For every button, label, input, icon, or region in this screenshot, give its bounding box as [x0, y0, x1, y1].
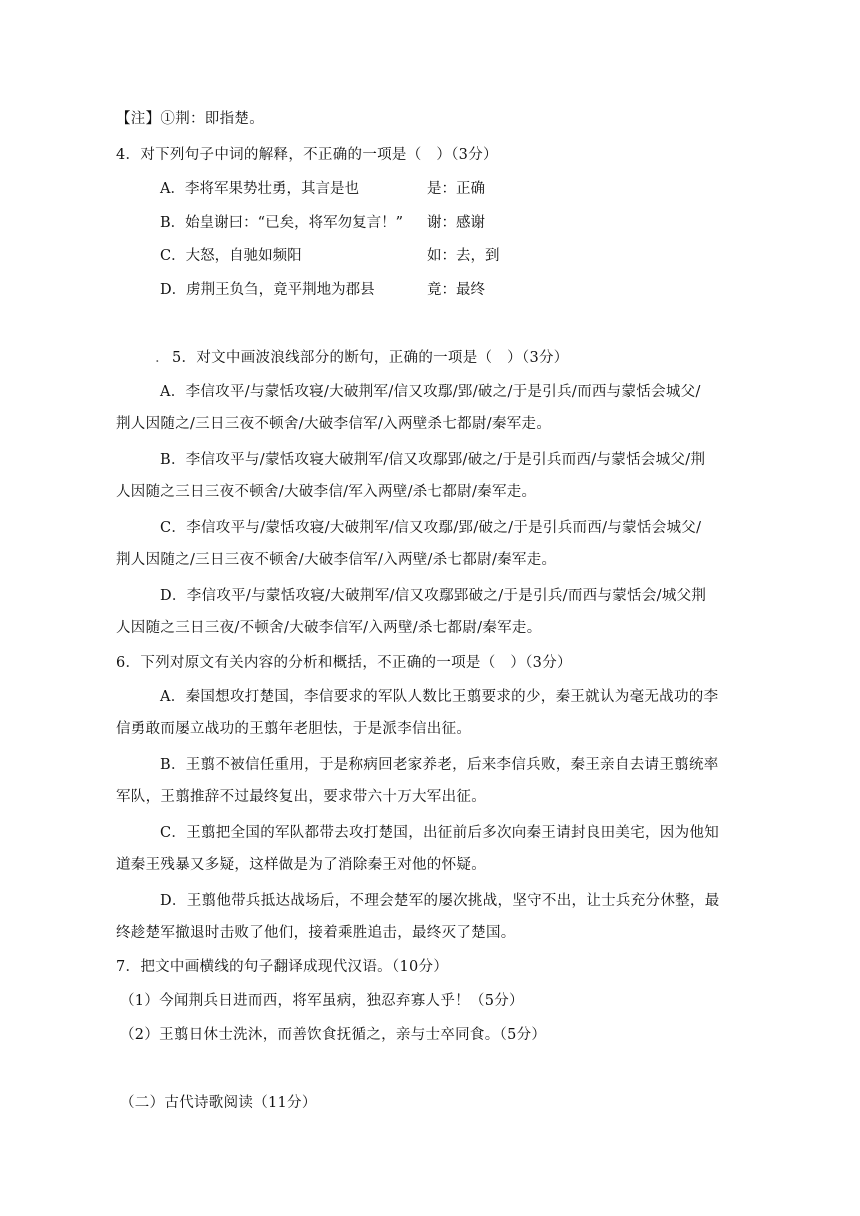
q5-option-c-line2: 荆人因随之/三日三夜不顿舍/大破李信军/入两壁/杀七都尉/秦军走。: [116, 552, 557, 568]
q4-stem: 4．对下列句子中词的解释，不正确的一项是（ ）（3分）: [116, 147, 498, 163]
q6-option-c-line1: C．王翦把全国的军队都带去攻打楚国，出征前后多次向秦王请封良田美宅，因为他知: [160, 825, 719, 841]
q5-option-b-line2: 人因随之三日三夜不顿舍/大破李信/军入两壁/杀七都尉/秦军走。: [116, 484, 537, 500]
q4-option-d-gloss: 竟：最终: [427, 282, 485, 298]
annotation-note: 【注】①荆：即指楚。: [116, 111, 264, 127]
q7-stem: 7．把文中画横线的句子翻译成现代汉语。（10分）: [116, 959, 449, 975]
section-heading: （二）古代诗歌阅读（11分）: [120, 1095, 317, 1111]
q6-option-b-line1: B．王翦不被信任重用，于是称病回老家养老，后来李信兵败，秦王亲自去请王翦统率: [160, 757, 719, 773]
q5-stem: 5．对文中画波浪线部分的断句，正确的一项是（ ）（3分）: [172, 350, 569, 366]
q4-option-a: A．李将军果势壮勇，其言是也: [160, 181, 359, 197]
q6-option-a-line1: A．秦国想攻打楚国，李信要求的军队人数比王翦要求的少，秦王就认为毫无战功的李: [160, 689, 719, 705]
q4-option-a-gloss: 是：正确: [427, 181, 485, 197]
q6-option-d-line1: D．王翦他带兵抵达战场后，不理会楚军的屡次挑战，坚守不出，让士兵充分休整，最: [160, 893, 720, 909]
q4-option-c: C．大怒，自驰如频阳: [160, 248, 302, 264]
q5-option-a-line2: 荆人因随之/三日三夜不顿舍/大破李信军/入两壁杀七都尉/秦军走。: [116, 416, 552, 432]
q6-option-d-line2: 终趁楚军撤退时击败了他们，接着乘胜追击，最终灭了楚国。: [116, 925, 516, 941]
q4-option-c-gloss: 如：去，到: [427, 248, 500, 264]
q5-option-b-line1: B．李信攻平与/蒙恬攻寝大破荆军/信又攻鄢郢/破之/于是引兵而西/与蒙恬会城父/荆: [160, 452, 706, 468]
q6-option-c-line2: 道秦王残暴又多疑，这样做是为了消除秦王对他的怀疑。: [116, 857, 486, 873]
q5-option-d-line1: D．李信攻平/与蒙恬攻寝/大破荆军/信又攻鄢郢破之/于是引兵/而西与蒙恬会/城父荆: [160, 588, 707, 604]
q5-option-a-line1: A．李信攻平/与蒙恬攻寝/大破荆军/信又攻鄢/郢/破之/于是引兵/而西与蒙恬会城父/: [160, 384, 701, 400]
q6-option-b-line2: 军队，王翦推辞不过最终复出，要求带六十万大军出征。: [116, 789, 486, 805]
q4-option-b-gloss: 谢：感谢: [427, 215, 485, 231]
q4-option-b: B．始皇谢曰：“已矣，将军勿复言！”: [160, 215, 403, 231]
q5-option-c-line1: C．李信攻平与/蒙恬攻寝/大破荆军/信又攻鄢/郢/破之/于是引兵而西/与蒙恬会城父/: [160, 520, 702, 536]
q6-option-a-line2: 信勇敢而屡立战功的王翦年老胆怯，于是派李信出征。: [116, 721, 472, 737]
q7-item-2: （2）王翦日休士洗沐，而善饮食抚循之，亲与士卒同食。（5分）: [120, 1027, 547, 1043]
q4-option-d: D．虏荆王负刍，竟平荆地为郡县: [160, 282, 375, 298]
q6-stem: 6．下列对原文有关内容的分析和概括，不正确的一项是（ ）（3分）: [116, 655, 572, 671]
q5-mark: .: [155, 350, 160, 366]
q7-item-1: （1）今闻荆兵日进而西，将军虽病，独忍弃寡人乎！（5分）: [120, 993, 524, 1009]
q5-option-d-line2: 人因随之三日三夜/不顿舍/大破李信军/入两壁/杀七都尉/秦军走。: [116, 620, 542, 636]
